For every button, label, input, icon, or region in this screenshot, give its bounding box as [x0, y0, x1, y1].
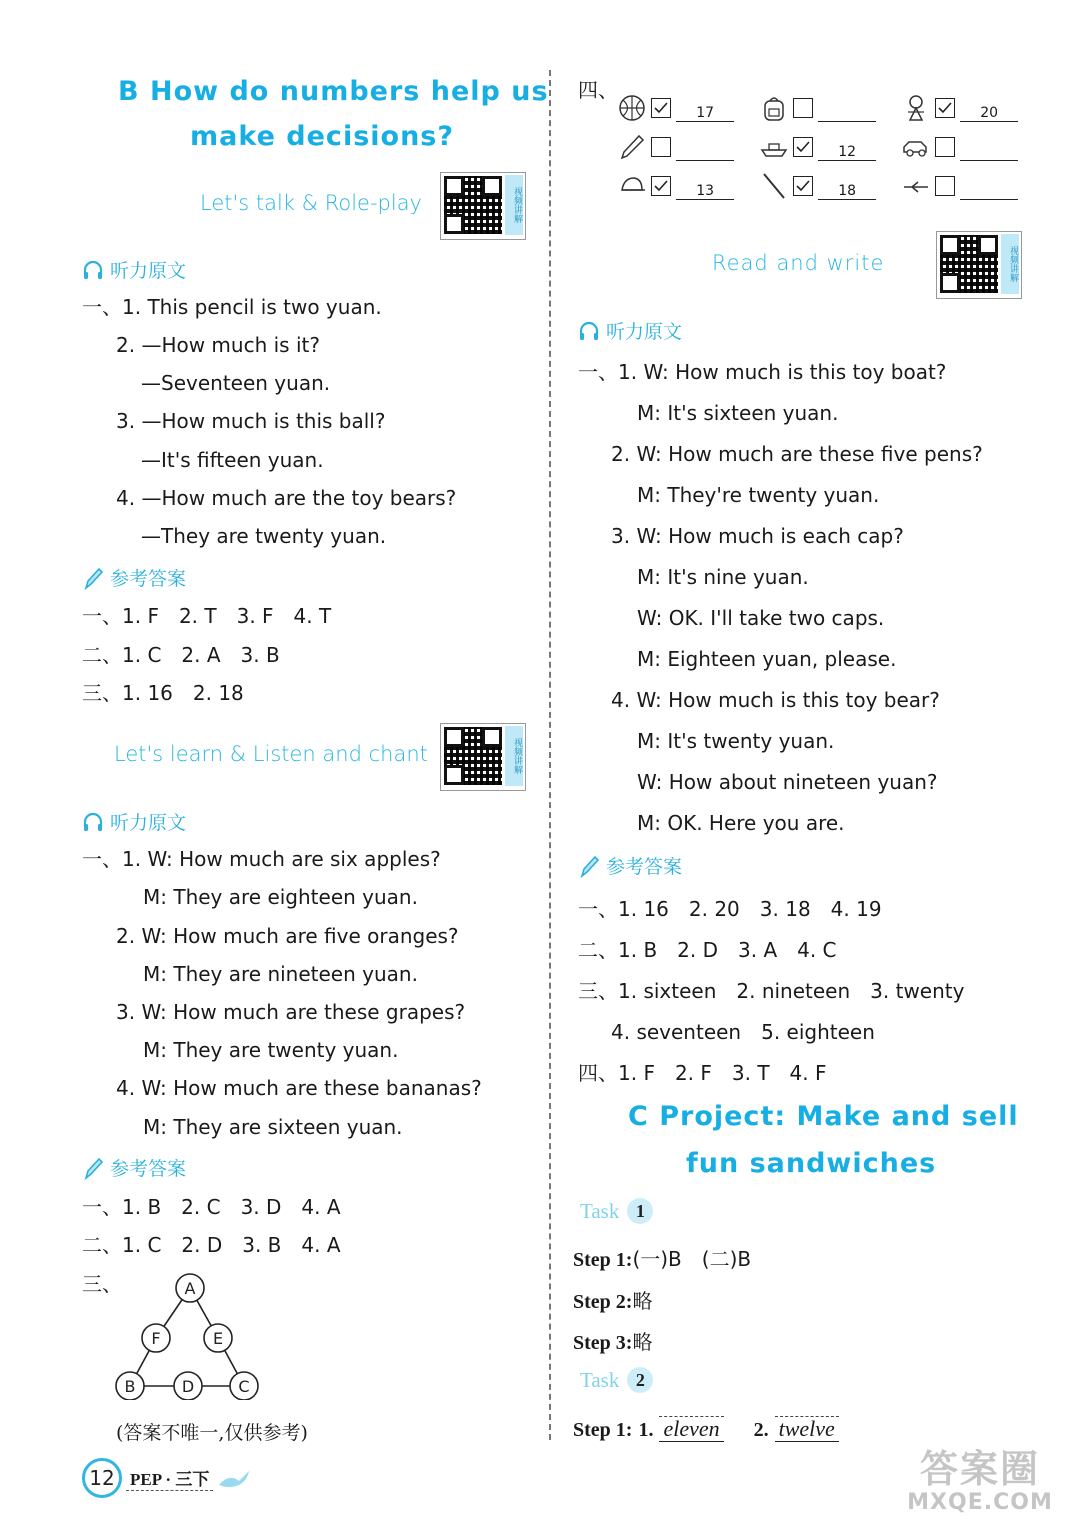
answer-key-label-2: 参考答案 — [82, 1154, 186, 1181]
task-2-label: Task 2 — [580, 1367, 653, 1393]
task1-step1: Step 1:(一)B (二)B — [573, 1247, 752, 1271]
answer-line: 二、1. C 2. A 3. B — [82, 643, 280, 667]
script-line: 2. —How much is it? — [116, 333, 320, 357]
pencil-icon — [82, 1156, 104, 1180]
talk-roleplay-label: Let's talk & Role-play — [200, 191, 422, 215]
answer-line: 一、1. 16 2. 20 3. 18 4. 19 — [578, 897, 882, 921]
handwritten-answer: eleven — [659, 1416, 723, 1442]
task1-step2: Step 2:略 — [573, 1289, 653, 1313]
car-icon — [902, 133, 930, 161]
script-line: 2. W: How much are these five pens? — [611, 442, 983, 466]
script-line: 4. W: How much are these bananas? — [116, 1076, 482, 1100]
watermark — [895, 1448, 1065, 1515]
script-line: M: They're twenty yuan. — [637, 483, 880, 507]
checkbox[interactable] — [935, 176, 955, 196]
qr-code-read[interactable] — [936, 231, 1022, 299]
basketball-icon — [618, 94, 646, 122]
learn-listen-label: Let's learn & Listen and chant — [114, 742, 428, 766]
pencil-icon — [618, 133, 646, 161]
script-line: 一、1. W: How much are six apples? — [82, 847, 441, 871]
script-line: M: They are sixteen yuan. — [143, 1115, 403, 1139]
checkbox[interactable] — [793, 137, 813, 157]
project-title-line2: fun sandwiches — [686, 1148, 937, 1179]
script-line: 3. —How much is this ball? — [116, 409, 386, 433]
script-line: 3. W: How much is each cap? — [611, 524, 904, 548]
qr-code-learn[interactable] — [440, 723, 526, 791]
answer-line: 二、1. B 2. D 3. A 4. C — [578, 938, 837, 962]
price-blank — [818, 121, 876, 122]
script-line: W: How about nineteen yuan? — [637, 770, 938, 794]
script-line: 4. —How much are the toy bears? — [116, 486, 457, 510]
checkbox[interactable] — [793, 98, 813, 118]
grid-item — [760, 172, 876, 200]
watermark-text: 答案圈 — [919, 1447, 1040, 1491]
task-1-label: Task 1 — [580, 1198, 653, 1224]
task2-step1: Step 1: 1. eleven 2. twelve — [573, 1416, 839, 1442]
handwritten-answer: twelve — [775, 1416, 839, 1442]
pencil-icon — [82, 566, 104, 590]
answer-line: 4. seventeen 5. eighteen — [611, 1020, 875, 1044]
book-tag: PEP · 三下 — [126, 1465, 213, 1491]
headphones-icon — [82, 811, 104, 833]
task-number: 1 — [627, 1198, 653, 1224]
doll-icon — [902, 94, 930, 122]
checkbox[interactable] — [651, 176, 671, 196]
grid-item — [618, 94, 734, 122]
qr-tag: 视频讲解 — [505, 726, 523, 786]
project-title-line1: C Project: Make and sell — [628, 1101, 1019, 1132]
watermark-url: MXQE.COM — [907, 1490, 1053, 1515]
grid-item — [618, 133, 734, 161]
triangle-node-label: A — [184, 1279, 196, 1298]
triangle-node-label: D — [181, 1377, 195, 1396]
script-line: M: Eighteen yuan, please. — [637, 647, 897, 671]
answer-line: 一、1. B 2. C 3. D 4. A — [82, 1195, 341, 1219]
listening-script-label-2: 听力原文 — [82, 808, 186, 835]
backpack-icon — [760, 94, 788, 122]
grid-item — [760, 94, 876, 122]
headphones-icon — [82, 259, 104, 281]
script-line: 一、1. This pencil is two yuan. — [82, 295, 382, 319]
bird-icon — [217, 1467, 251, 1489]
qr-tag: 视频讲解 — [1001, 234, 1019, 294]
page-footer — [82, 1458, 251, 1498]
checkbox[interactable] — [651, 137, 671, 157]
column-divider — [549, 70, 551, 1440]
script-line: 4. W: How much is this toy bear? — [611, 688, 940, 712]
triangle-node-label: F — [151, 1329, 161, 1348]
read-write-label: Read and write — [712, 251, 885, 275]
script-line: M: OK. Here you are. — [637, 811, 845, 835]
answer-line: 三、1. 16 2. 18 — [82, 681, 244, 705]
triangle-note: (答案不唯一,仅供参考) — [116, 1422, 308, 1444]
listening-script-label-1: 听力原文 — [82, 256, 186, 283]
ruler-icon — [760, 172, 788, 200]
grid-item — [760, 133, 876, 161]
answer-label-san: 三、 — [82, 1272, 122, 1296]
answer-key-label-3: 参考答案 — [578, 852, 682, 879]
answer-line: 一、1. F 2. T 3. F 4. T — [82, 604, 332, 628]
price-blank: 13 — [676, 183, 734, 200]
script-line: M: It's twenty yuan. — [637, 729, 835, 753]
cap-icon — [618, 172, 646, 200]
task1-step3: Step 3:略 — [573, 1330, 653, 1354]
script-line: M: It's sixteen yuan. — [637, 401, 839, 425]
price-blank: 17 — [676, 105, 734, 122]
price-blank — [676, 160, 734, 161]
answer-key-label-1: 参考答案 — [82, 564, 186, 591]
script-line: —Seventeen yuan. — [141, 371, 331, 395]
grid-item — [902, 94, 1018, 122]
grid-item — [902, 133, 1018, 161]
plane-icon — [902, 172, 930, 200]
price-blank: 20 — [960, 105, 1018, 122]
page-number: 12 — [82, 1458, 122, 1498]
price-blank: 12 — [818, 144, 876, 161]
checkbox[interactable] — [935, 137, 955, 157]
letter-triangle-diagram — [108, 1270, 268, 1400]
qr-code-talk[interactable] — [440, 172, 526, 240]
answer-line: 二、1. C 2. D 3. B 4. A — [82, 1233, 341, 1257]
grid-item — [618, 172, 734, 200]
script-line: 3. W: How much are these grapes? — [116, 1000, 466, 1024]
checkbox[interactable] — [935, 98, 955, 118]
price-blank — [960, 160, 1018, 161]
script-line: M: They are twenty yuan. — [143, 1038, 399, 1062]
pencil-icon — [578, 854, 600, 878]
script-line: W: OK. I'll take two caps. — [637, 606, 885, 630]
answer-line: 三、1. sixteen 2. nineteen 3. twenty — [578, 979, 965, 1003]
section-b-title-line1: B How do numbers help us — [118, 76, 549, 107]
checkbox[interactable] — [793, 176, 813, 196]
price-blank: 18 — [818, 183, 876, 200]
boat-icon — [760, 133, 788, 161]
script-line: M: They are eighteen yuan. — [143, 885, 418, 909]
script-line: 一、1. W: How much is this toy boat? — [578, 360, 947, 384]
answer-line: 四、1. F 2. F 3. T 4. F — [578, 1061, 827, 1085]
script-line: M: They are nineteen yuan. — [143, 962, 418, 986]
answer-label-si: 四、 — [578, 78, 618, 102]
price-blank — [960, 199, 1018, 200]
script-line: 2. W: How much are five oranges? — [116, 924, 459, 948]
picture-price-grid — [618, 94, 1018, 204]
task-number: 2 — [627, 1367, 653, 1393]
qr-tag: 视频讲解 — [505, 175, 523, 235]
headphones-icon — [578, 320, 600, 342]
triangle-node-label: E — [212, 1329, 224, 1348]
triangle-node-label: C — [238, 1377, 250, 1396]
script-line: M: It's nine yuan. — [637, 565, 809, 589]
triangle-node-label: B — [124, 1377, 136, 1396]
grid-item — [902, 172, 1018, 200]
section-b-title-line2: make decisions? — [190, 121, 455, 152]
script-line: —They are twenty yuan. — [141, 524, 387, 548]
listening-script-label-3: 听力原文 — [578, 317, 682, 344]
checkbox[interactable] — [651, 98, 671, 118]
script-line: —It's fifteen yuan. — [141, 448, 324, 472]
